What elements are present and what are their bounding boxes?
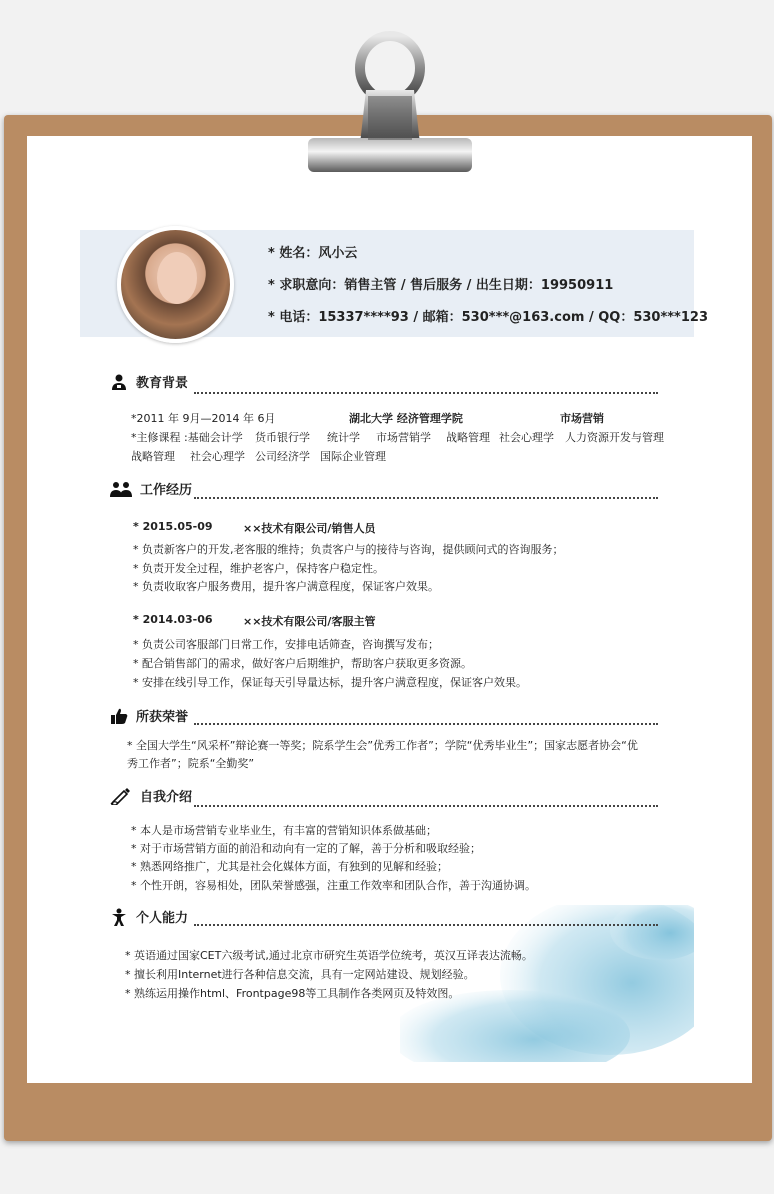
edu-course: 国际企业管理: [320, 450, 386, 463]
intro-item: * 本人是市场营销专业毕业生，有丰富的营销知识体系做基础；: [131, 824, 437, 837]
job-item: * 负责收取客户服务费用，提升客户满意程度，保证客户效果。: [133, 580, 439, 593]
work-heading: [110, 479, 192, 498]
intro-item: * 对于市场营销方面的前沿和动向有一定的了解，善于分析和吸取经验；: [131, 842, 481, 855]
skills-item: * 英语通过国家CET六级考试,通过北京市研究生英语学位统考，英汉互译表达流畅。: [125, 949, 533, 962]
job-company: ××技术有限公司/销售人员: [243, 522, 376, 535]
skills-heading: [110, 907, 188, 926]
edu-courses-label: *主修课程 :基础会计学: [131, 431, 243, 444]
section-divider: [194, 924, 658, 926]
intent-line: * 求职意向：销售主管 / 售后服务 / 出生日期：19950911: [268, 278, 614, 293]
job-item: * 负责开发全过程，维护老客户，保持客户稳定性。: [133, 562, 384, 575]
job-date: * 2014.03-06: [133, 613, 213, 626]
edu-major: 市场营销: [560, 412, 604, 425]
education-title: 教育背景: [136, 376, 189, 391]
edu-course: 战略管理: [131, 450, 175, 463]
honors-line: * 全国大学生“风采杯”辩论赛一等奖；院系学生会”优秀工作者”；学院“优秀毕业生”；国家志愿者协会“优: [127, 739, 638, 752]
edu-school: 湖北大学 经济管理学院: [349, 412, 463, 425]
job-item: * 配合销售部门的需求，做好客户后期维护，帮助客户获取更多资源。: [133, 657, 472, 670]
edu-course: 市场营销学: [376, 431, 431, 444]
skills-item: * 熟练运用操作html、Frontpage98等工具制作各类网页及特效图。: [125, 987, 460, 1000]
edu-course: 社会心理学: [499, 431, 554, 444]
name-line: * 姓名：风小云: [268, 246, 358, 261]
edu-course: 统计学: [327, 431, 360, 444]
people-icon: [110, 480, 132, 498]
work-title: 工作经历: [140, 483, 193, 498]
intro-item: * 熟悉网络推广，尤其是社会化媒体方面，有独到的见解和经验；: [131, 860, 448, 873]
binder-clip-icon: [306, 26, 472, 176]
pen-icon: [110, 787, 132, 805]
edu-course: 公司经济学: [255, 450, 310, 463]
honors-title: 所获荣誉: [136, 710, 189, 725]
skills-title: 个人能力: [136, 911, 189, 926]
contact-line: * 电话：15337****93 / 邮箱：530***@163.com / QQ：530***123: [268, 310, 708, 325]
job-company: ××技术有限公司/客服主管: [243, 615, 376, 628]
edu-course: 社会心理学: [190, 450, 245, 463]
intro-heading: [110, 786, 192, 805]
intro-title: 自我介绍: [140, 790, 193, 805]
honors-line: 秀工作者”；院系“全勤奖”: [127, 757, 255, 770]
intro-item: * 个性开朗，容易相处，团队荣誉感强，注重工作效率和团队合作，善于沟通协调。: [131, 879, 536, 892]
section-divider: [194, 497, 658, 499]
figure-icon: [110, 908, 128, 926]
education-heading: [110, 372, 188, 391]
job-date: * 2015.05-09: [133, 520, 213, 533]
section-divider: [194, 723, 658, 725]
edu-course: 货币银行学: [255, 431, 310, 444]
person-icon: [110, 373, 128, 391]
section-divider: [194, 805, 658, 807]
edu-course: 战略管理: [446, 431, 490, 444]
job-item: * 负责新客户的开发,老客服的维持；负责客户与的接待与咨询，提供顾问式的咨询服务；: [133, 543, 564, 556]
edu-period: *2011 年 9月—2014 年 6月: [131, 412, 276, 425]
skills-item: * 擅长利用Internet进行各种信息交流，具有一定网站建设、规划经验。: [125, 968, 475, 981]
watercolor-decoration: [400, 905, 694, 1062]
thumbs-up-icon: [110, 707, 128, 725]
job-item: * 负责公司客服部门日常工作，安排电话筛查，咨询撰写发布；: [133, 638, 439, 651]
honors-heading: [110, 706, 188, 725]
section-divider: [194, 392, 658, 394]
avatar: [117, 226, 234, 343]
edu-course: 人力资源开发与管理: [565, 431, 664, 444]
job-item: * 安排在线引导工作，保证每天引导量达标，提升客户满意程度，保证客户效果。: [133, 676, 527, 689]
